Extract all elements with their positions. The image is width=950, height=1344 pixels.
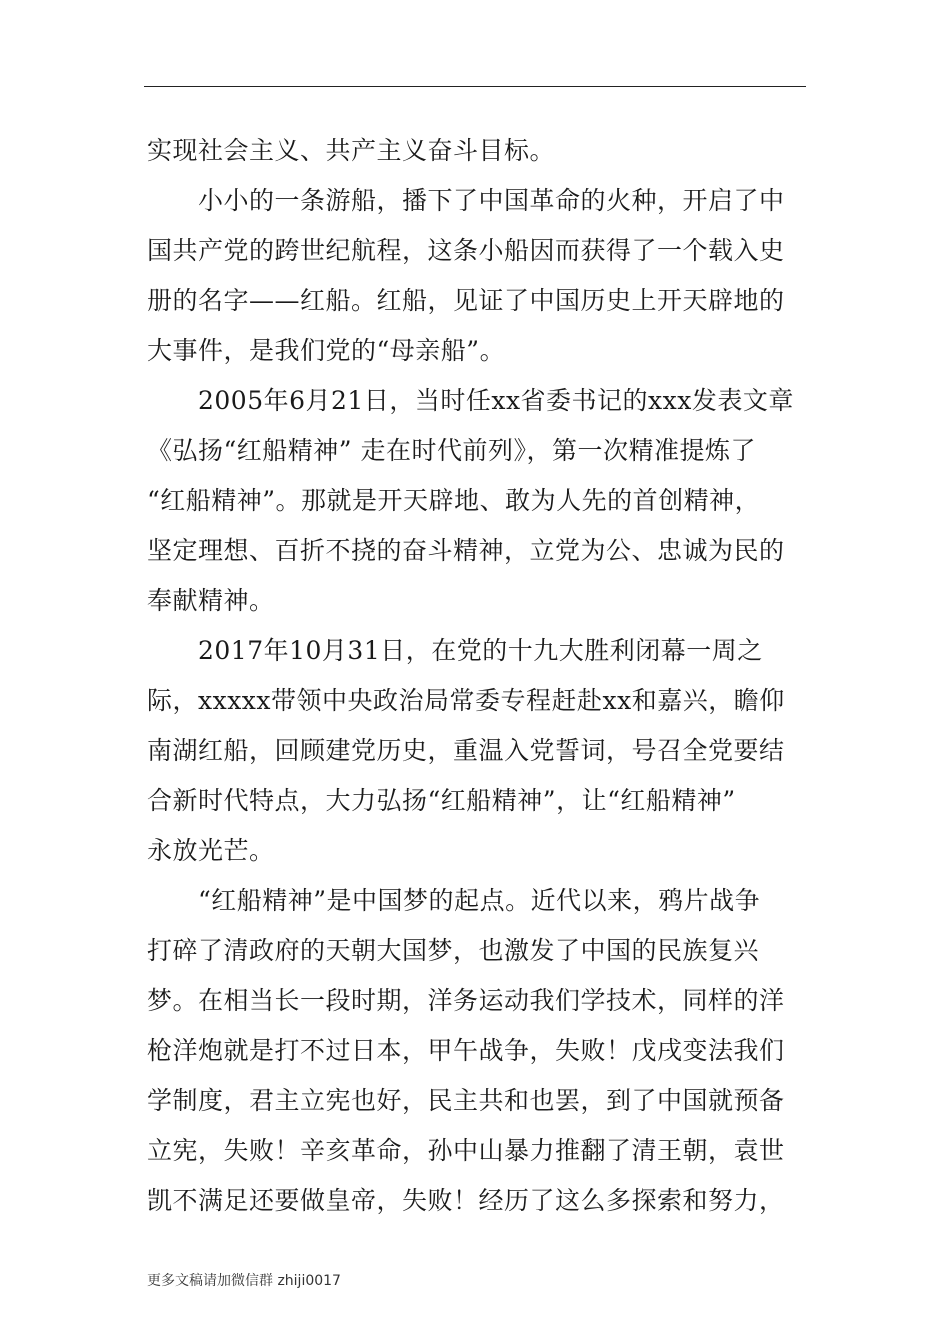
header-rule [144,86,806,87]
text-line: 奉献精神。 [147,586,275,615]
text-line: 册的名字——红船。红船，见证了中国历史上开天辟地的 [147,286,785,315]
text-line: “红船精神”是中国梦的起点。近代以来，鸦片战争 [147,886,761,915]
text-line: 永放光芒。 [147,836,275,865]
text-line: 2005年6月21日，当时任xx省委书记的xxx发表文章 [147,386,794,415]
text-line: 实现社会主义、共产主义奋斗目标。 [147,136,556,165]
text-line: 立宪，失败！辛亥革命，孙中山暴力推翻了清王朝，袁世 [147,1136,785,1165]
text-line: 枪洋炮就是打不过日本，甲午战争，失败！戊戌变法我们 [147,1036,785,1065]
text-line: 坚定理想、百折不挠的奋斗精神，立党为公、忠诚为民的 [147,536,785,565]
text-line: 大事件，是我们党的“母亲船”。 [147,336,506,365]
text-line: 南湖红船，回顾建党历史，重温入党誓词，号召全党要结 [147,736,785,765]
text-line: 小小的一条游船，播下了中国革命的火种，开启了中 [147,186,785,215]
text-line: 梦。在相当长一段时期，洋务运动我们学技术，同样的洋 [147,986,785,1015]
text-line: 打碎了清政府的天朝大国梦，也激发了中国的民族复兴 [147,936,760,965]
footer-note: 更多文稿请加微信群 zhiji0017 [147,1273,341,1289]
text-line: 国共产党的跨世纪航程，这条小船因而获得了一个载入史 [147,236,785,265]
text-line: 学制度，君主立宪也好，民主共和也罢，到了中国就预备 [147,1086,785,1115]
text-line: 《弘扬“红船精神” 走在时代前列》，第一次精准提炼了 [147,436,757,465]
text-line: 合新时代特点，大力弘扬“红船精神”，让“红船精神” [147,786,736,815]
text-line: 际，xxxxx带领中央政治局常委专程赶赴xx和嘉兴，瞻仰 [147,686,785,715]
text-line: 2017年10月31日，在党的十九大胜利闭幕一周之 [147,636,763,665]
text-line: “红船精神”。那就是开天辟地、敢为人先的首创精神， [147,486,761,515]
text-line: 凯不满足还要做皇帝，失败！经历了这么多探索和努力， [147,1186,785,1215]
